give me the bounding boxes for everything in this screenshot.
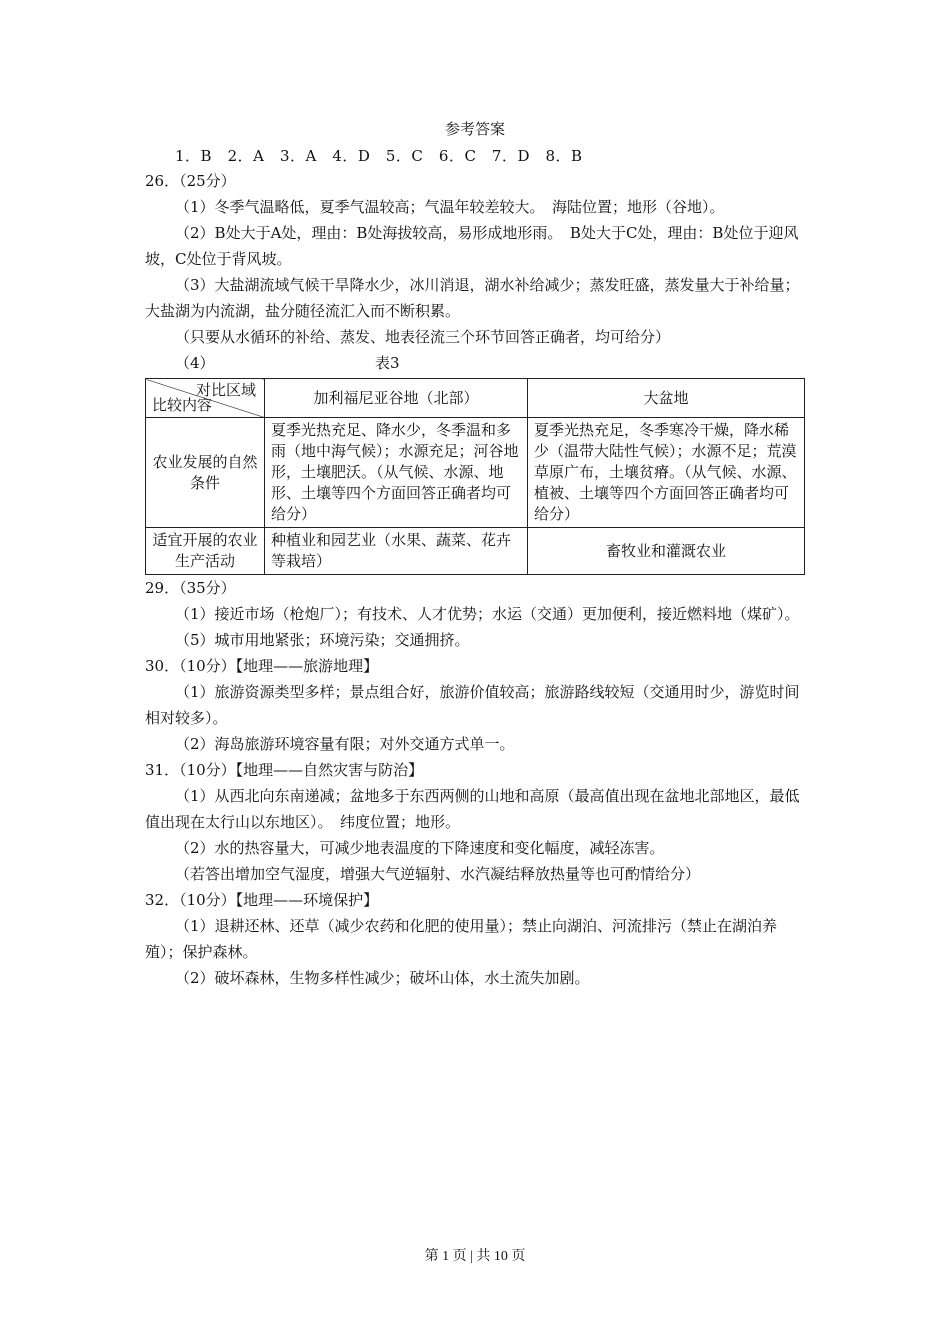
q30-header: 30．（10分）【地理——旅游地理】 [145, 657, 379, 675]
q30-part2: （2）海岛旅游环境容量有限；对外交通方式单一。 [175, 735, 515, 753]
comparison-table [145, 378, 805, 575]
cell-california-conditions: 夏季光热充足、降水少，冬季温和多雨（地中海气候）；水源充足；河谷地形，土壤肥沃。（从气候、水源、地形、土壤等四个方面回答正确者均可给分） [265, 418, 528, 528]
column-header-california: 加利福尼亚谷地（北部） [265, 379, 528, 418]
q26-part2: （2）B处大于A处，理由：B处海拔较高，易形成地形雨。 B处大于C处，理由：B处位于迎风坡，C处位于背风坡。 [145, 224, 799, 268]
q31-part2-note: （若答出增加空气湿度，增强大气逆辐射、水汽凝结释放热量等也可酌情给分） [175, 865, 701, 883]
table-header-row [146, 379, 805, 418]
cell-california-activities: 种植业和园艺业（水果、蔬菜、花卉等栽培） [265, 528, 528, 575]
q31-part1: （1）从西北向东南递减；盆地多于东西两侧的山地和高原（最高值出现在盆地北部地区，最低值出现在太行山以东地区）。 纬度位置；地形。 [145, 787, 800, 831]
q30-part1: （1）旅游资源类型多样；景点组合好，旅游价值较高；旅游路线较短（交通用时少，游览时间相对较多）。 [145, 683, 800, 727]
row-label-natural-conditions: 农业发展的自然条件 [146, 418, 265, 528]
q31-header: 31．（10分）【地理——自然灾害与防治】 [145, 761, 424, 779]
q26-part3-note: （只要从水循环的补给、蒸发、地表径流三个环节回答正确者，均可给分） [175, 328, 671, 346]
multiple-choice-answers: 1．B 2．A 3．A 4．D 5．C 6．C 7．D 8．B [175, 147, 583, 165]
q26-part4-row [145, 350, 805, 376]
q26-part1: （1）冬季气温略低，夏季气温较高；气温年较差较大。 海陆位置；地形（谷地）。 [175, 198, 725, 216]
q32-part1: （1）退耕还林、还草（减少农药和化肥的使用量）；禁止向湖泊、河流排污（禁止在湖泊养殖）；保护森林。 [145, 917, 778, 961]
table-caption: 表3 [375, 354, 400, 372]
table-row [146, 528, 805, 575]
row-label-activities: 适宜开展的农业生产活动 [146, 528, 265, 575]
q32-header: 32．（10分）【地理——环境保护】 [145, 891, 379, 909]
q29-part5: （5）城市用地紧张；环境污染；交通拥挤。 [175, 631, 470, 649]
q29-part1: （1）接近市场（枪炮厂）；有技术、人才优势；水运（交通）更加便利，接近燃料地（煤矿）。 [175, 605, 800, 623]
q32-part2: （2）破坏森林，生物多样性减少；破坏山体，水土流失加剧。 [175, 969, 590, 987]
q26-part4-label: （4） [175, 354, 215, 372]
answer-body [145, 168, 805, 991]
table-row [146, 418, 805, 528]
q26-header: 26．（25分） [145, 172, 236, 190]
corner-top-label: 对比区域 [195, 381, 256, 399]
cell-great-basin-conditions: 夏季光热充足，冬季寒冷干燥，降水稀少（温带大陆性气候）；水源不足；荒漠草原广布，土壤贫瘠。（从气候、水源、植被、土壤等四个方面回答正确者均可给分） [528, 418, 805, 528]
q29-header: 29．（35分） [145, 579, 236, 597]
column-header-great-basin: 大盆地 [528, 379, 805, 418]
table-corner-cell [146, 379, 265, 418]
corner-bottom-label: 比较内容 [152, 396, 213, 414]
cell-great-basin-activities: 畜牧业和灌溉农业 [528, 528, 805, 575]
q31-part2: （2）水的热容量大，可减少地表温度的下降速度和变化幅度，减轻冻害。 [175, 839, 665, 857]
page-title: 参考答案 [444, 120, 505, 138]
page-footer: 第 1 页 | 共 10 页 [424, 1249, 526, 1264]
q26-part3: （3）大盐湖流域气候干旱降水少，冰川消退，湖水补给减少；蒸发旺盛，蒸发量大于补给量；大盐湖为内流湖，盐分随径流汇入而不断积累。 [145, 276, 800, 320]
